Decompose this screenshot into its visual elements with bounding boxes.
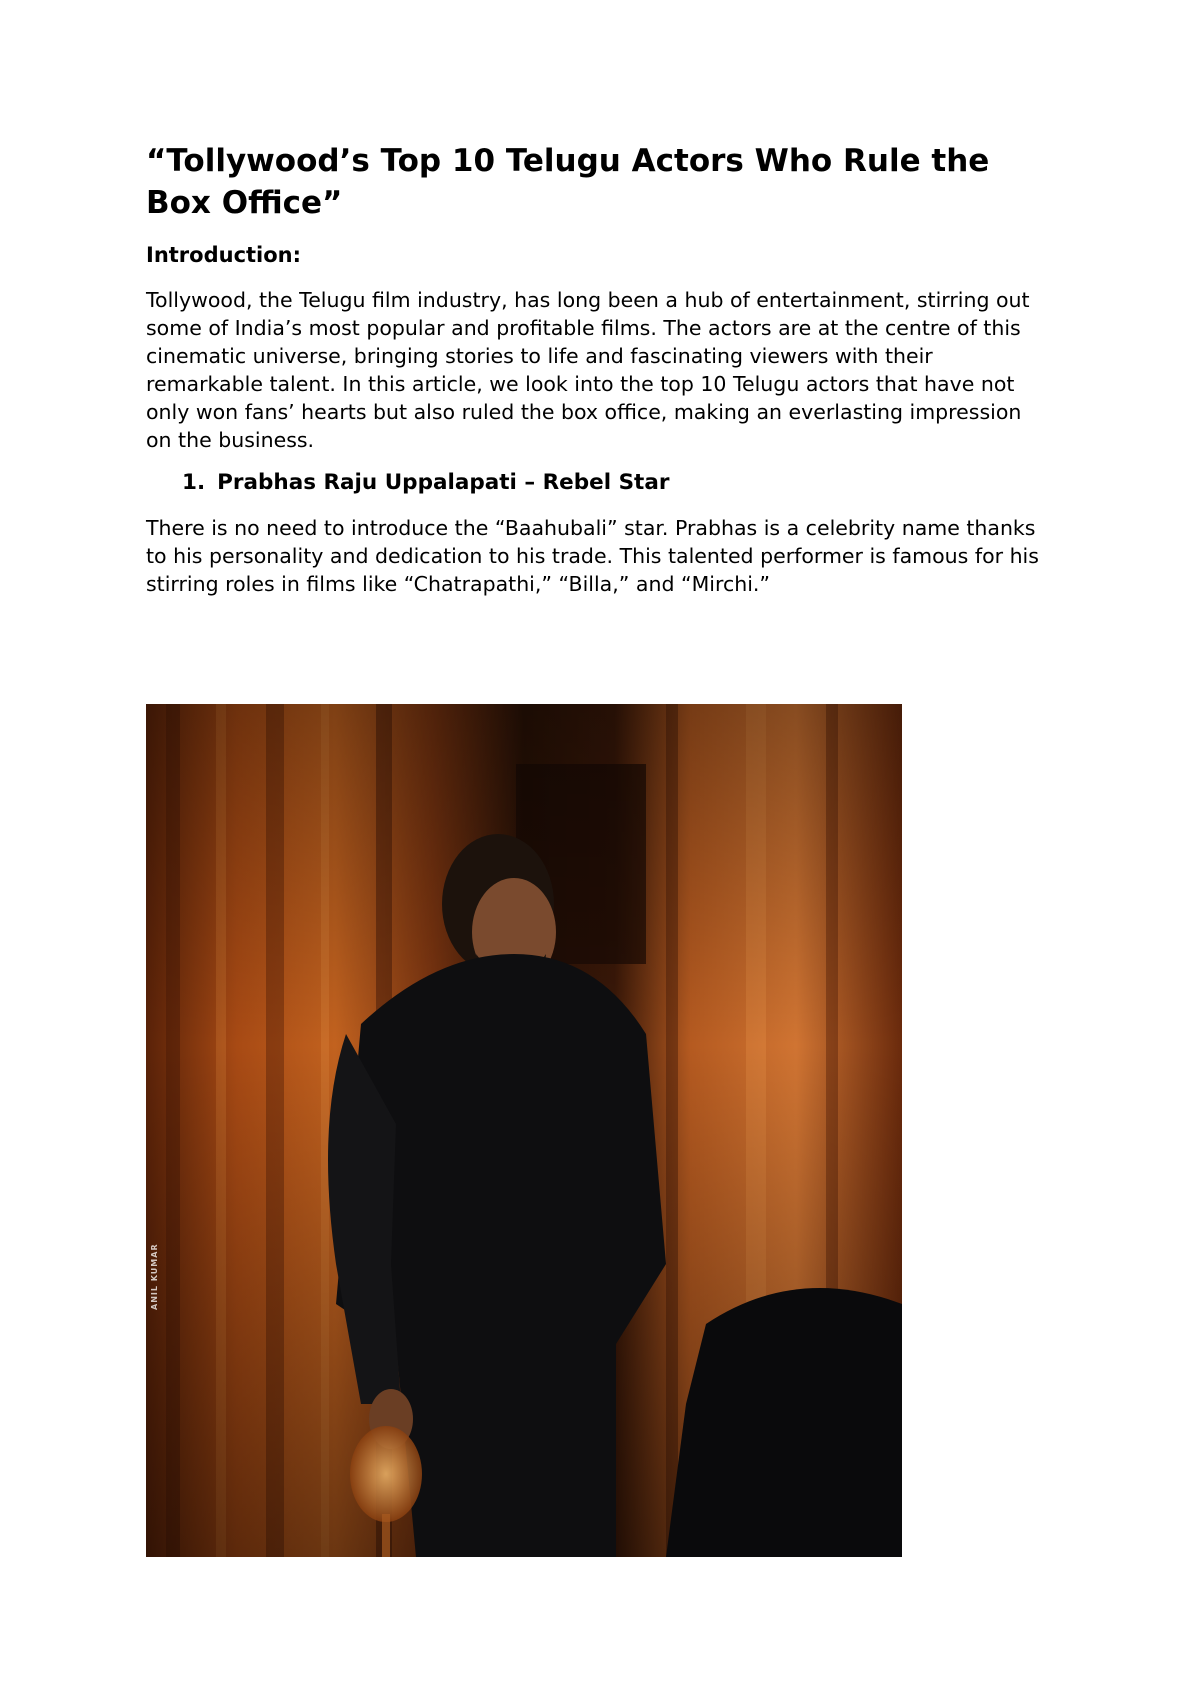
actor-photo: [146, 704, 902, 1557]
actor-photo-illustration: [146, 704, 902, 1557]
list-item-heading: [182, 469, 669, 497]
list-item-number: 1.: [182, 470, 206, 495]
article-title: “Tollywood’s Top 10 Telugu Actors Who Rule the Box Office”: [146, 143, 990, 221]
intro-heading: Introduction:: [146, 243, 302, 267]
photo-watermark: ANIL KUMAR: [150, 1243, 159, 1310]
intro-paragraph: Tollywood, the Telugu film industry, has long been a hub of entertainment, stirring out some of India’s most popular and profitable films. The actors are at the centre of this cinematic universe, bringing stories to life and fascinating viewers with their remarkable talent. In this article, we look into the top 10 Telugu actors that have not only won fans’ hearts but also ruled the box office, making an everlasting impression on the business.: [146, 288, 1030, 452]
list-item-title: Prabhas Raju Uppalapati – Rebel Star: [217, 470, 670, 495]
list-item-paragraph: There is no need to introduce the “Baahubali” star. Prabhas is a celebrity name thanks to his personality and dedication to his trade. This talented performer is famous for his stirring roles in films like “Chatrapathi,” “Billa,” and “Mirchi.”: [146, 516, 1039, 596]
